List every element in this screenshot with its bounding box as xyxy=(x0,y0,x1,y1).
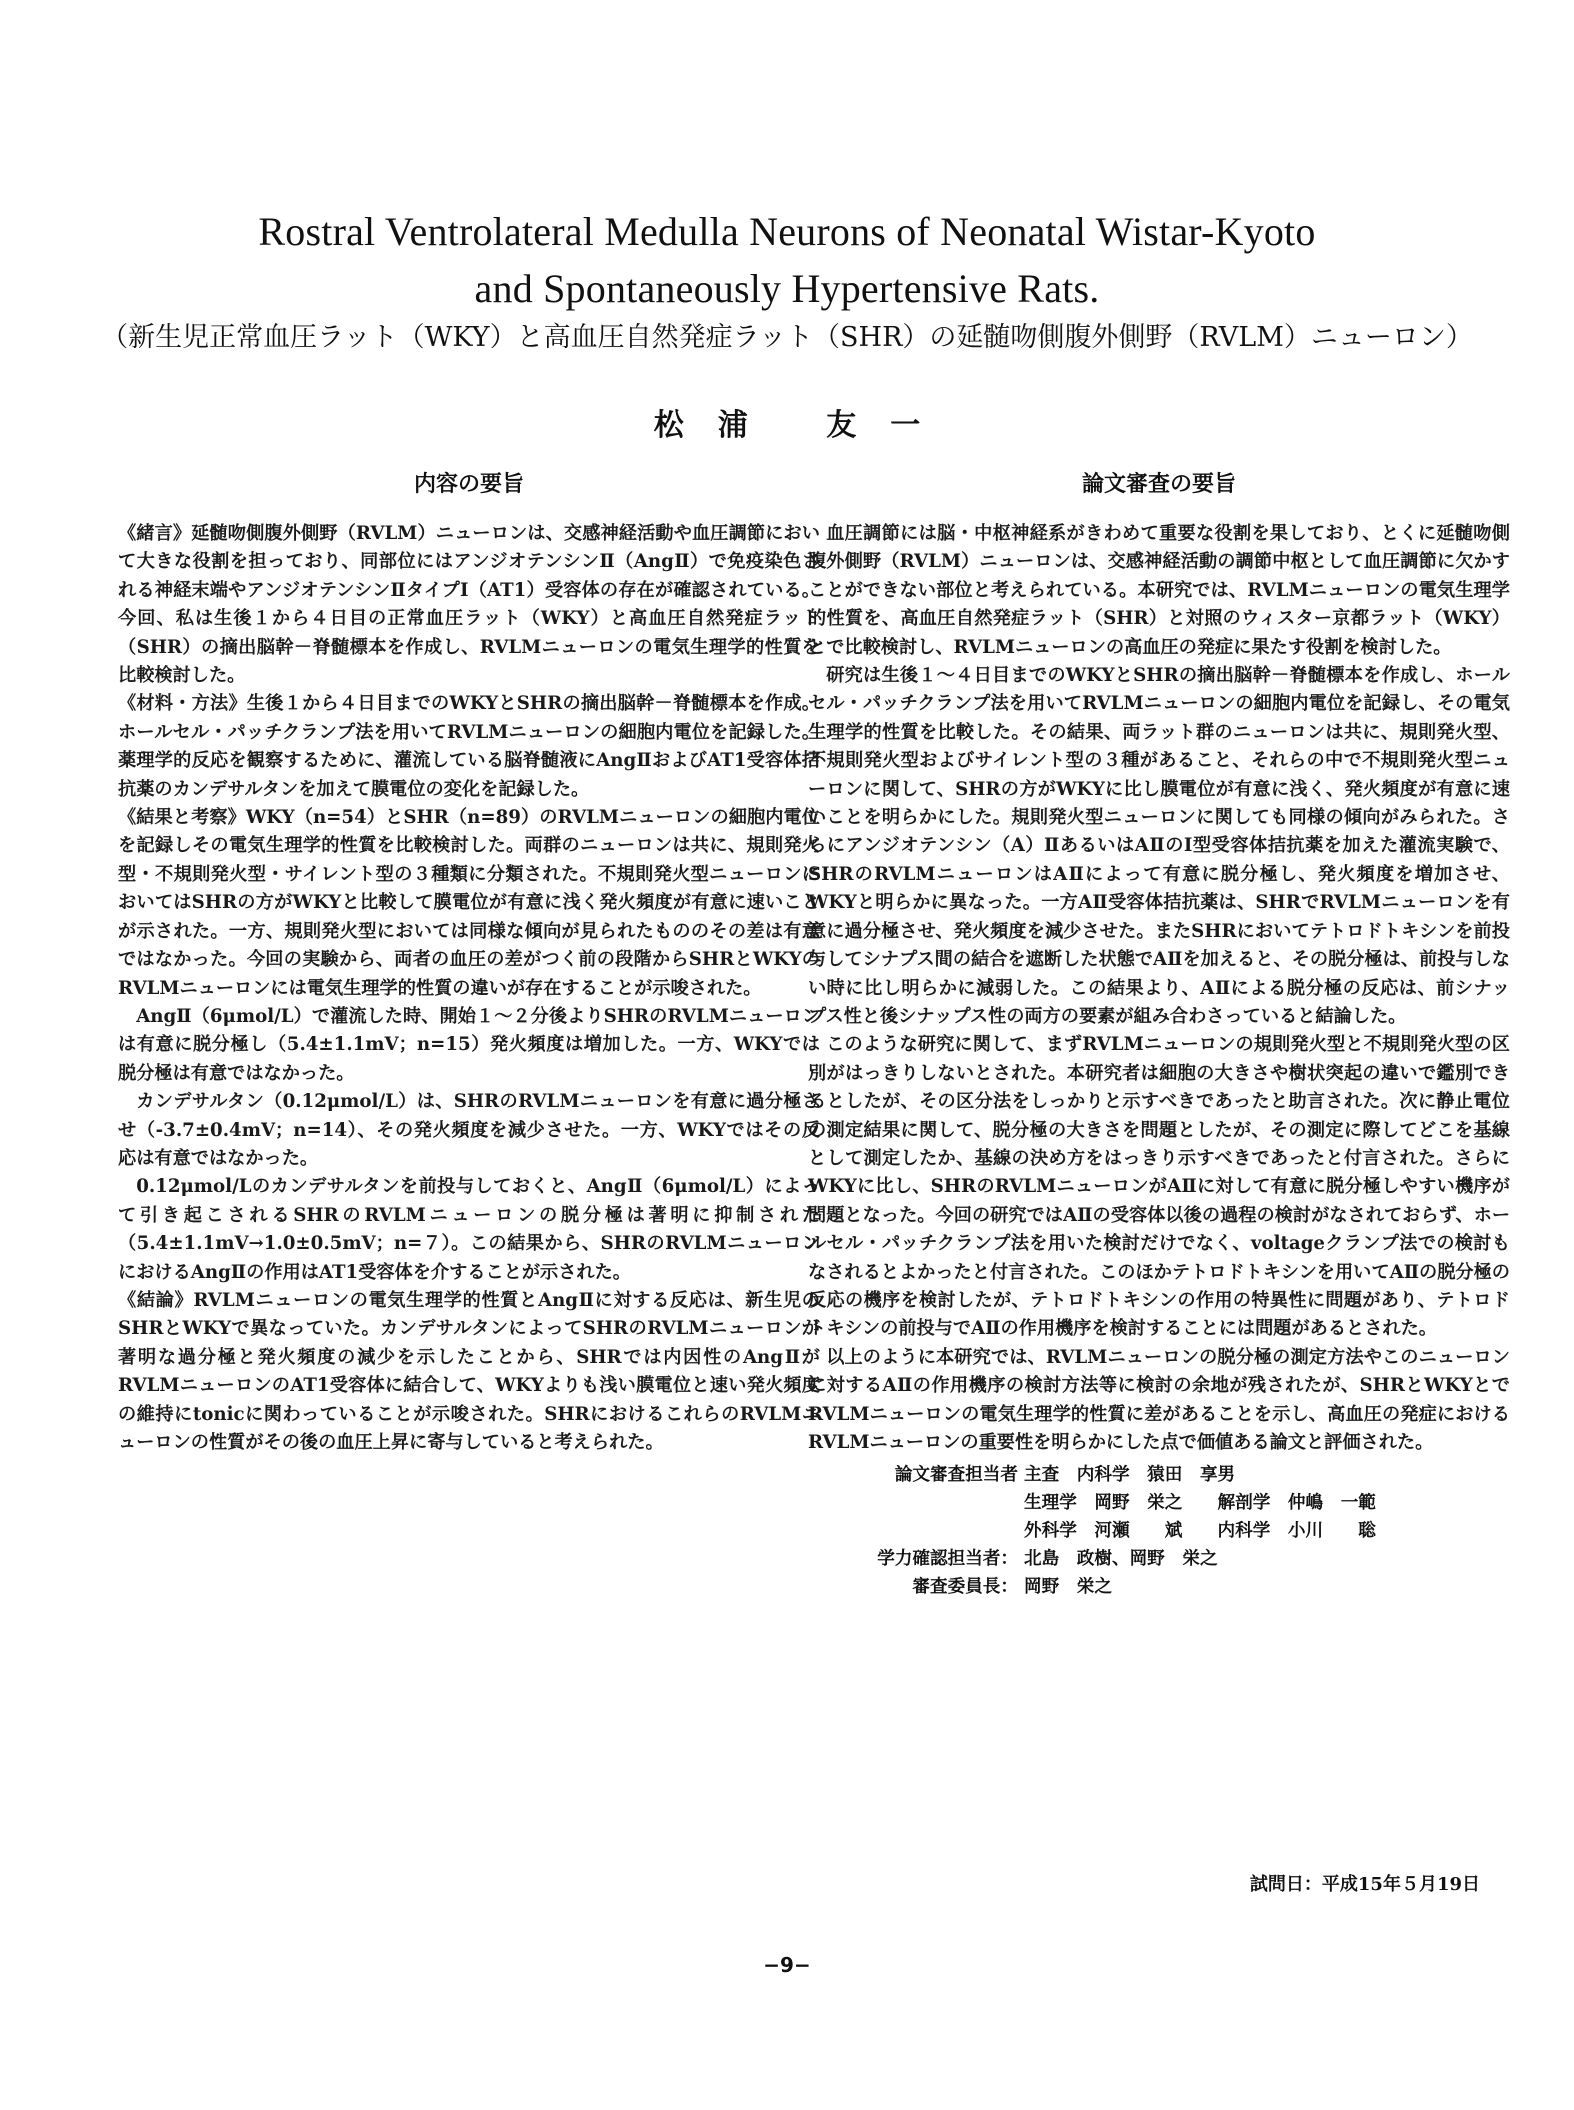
committee-role: 論文審査担当者 xyxy=(894,1464,1018,1486)
right-paragraph: 以上のように本研究では、RVLMニューロンの脱分極の測定方法やこのニューロンに対するAⅡの作用機序の検討方法等に検討の余地が残されたが、SHRとWKYとでRVLMニューロンの電気生理学的性質に差があることを示し、高血圧の発症におけるRVLMニューロンの重要性を明らかにした点で価値ある論文と評価された。 xyxy=(808,1346,1510,1453)
author-name: 松浦 友一 xyxy=(653,408,955,443)
right-paragraph: 研究は生後１～４日目までのWKYとSHRの摘出脳幹－脊髄標本を作成し、ホールセル・パッチクランプ法を用いてRVLMニューロンの細胞内電位を記録し、その電気生理学的性質を比較した。その結果、両ラット群のニューロンは共に、規則発火型、不規則発火型およびサイレント型の３種があること、それらの中で不規則発火型ニューロンに関して、SHRの方がWKYに比し膜電位が有意に浅く、発火頻度が有意に速いことを明らかにした。規則発火型ニューロンに関しても同様の傾向がみられた。さらにアンジオテンシン（A）ⅡあるいはAⅡのⅠ型受容体拮抗薬を加えた灌流実験で、SHRのRVLMニューロンはAⅡによって有意に脱分極し、発火頻度を増加させ、WKYと明らかに異なった。一方AⅡ受容体拮抗薬は、SHRでRVLMニューロンを有意に過分極させ、発火頻度を減少させた。またSHRにおいてテトロドトキシンを前投与してシナプス間の結合を遮断した状態でAⅡを加えると、その脱分極は、前投与しない時に比し明らかに減弱した。この結果より、AⅡによる脱分極の反応は、前シナップス性と後シナップス性の両方の要素が組み合わさっていると結論した。 xyxy=(808,665,1510,1027)
committee-row xyxy=(808,1489,1510,1517)
committee-role xyxy=(808,1489,1024,1517)
right-column-heading: 論文審査の要旨 xyxy=(1081,472,1236,497)
left-paragraph: AngⅡ（6μmol/L）で灌流した時、開始１～２分後よりSHRのRVLMニューロンは有意に脱分極し（5.4±1.1mV；n=15）発火頻度は増加した。一方、WKYでは脱分極は有意ではなかった。 xyxy=(118,1005,820,1084)
committee-row xyxy=(808,1545,1510,1573)
left-paragraph: 《結果と考察》WKY（n=54）とSHR（n=89）のRVLMニューロンの細胞内電位を記録しその電気生理学的性質を比較検討した。両群のニューロンは共に、規則発火型・不規則発火型・サイレント型の３種類に分類された。不規則発火型ニューロンにおいてはSHRの方がWKYと比較して膜電位が有意に浅く発火頻度が有意に速いことが示された。一方、規則発火型においては同様な傾向が見られたもののその差は有意ではなかった。今回の実験から、両者の血圧の差がつく前の段階からSHRとWKYのRVLMニューロンには電気生理学的性質の違いが存在することが示唆された。 xyxy=(118,807,820,999)
paper-title-japanese: （新生児正常血圧ラット（WKY）と高血圧自然発症ラット（SHR）の延髄吻側腹外側野（RVLM）ニューロン） xyxy=(101,322,1473,353)
left-column-heading: 内容の要旨 xyxy=(413,472,524,497)
committee-role xyxy=(808,1517,1024,1545)
left-column xyxy=(118,470,820,1457)
committee-row xyxy=(808,1573,1510,1601)
left-paragraph: 《緒言》延髄吻側腹外側野（RVLM）ニューロンは、交感神経活動や血圧調節において大きな役割を担っており、同部位にはアンジオテンシンⅡ（AngⅡ）で免疫染色される神経末端やアンジオテンシンⅡタイプⅠ（AT1）受容体の存在が確認されている。今回、私は生後１から４日目の正常血圧ラット（WKY）と高血圧自然発症ラット（SHR）の摘出脳幹－脊髄標本を作成し、RVLMニューロンの電気生理学的性質を比較検討した。 xyxy=(118,523,820,687)
committee-row xyxy=(808,1461,1510,1489)
committee-names: 岡野 栄之 xyxy=(1024,1576,1112,1598)
left-paragraph: 《結論》RVLMニューロンの電気生理学的性質とAngⅡに対する反応は、新生児のSHRとWKYで異なっていた。カンデサルタンによってSHRのRVLMニューロンが著明な過分極と発火頻度の減少を示したことから、SHRでは内因性のAngⅡがRVLMニューロンのAT1受容体に結合して、WKYよりも浅い膜電位と速い発火頻度の維持にtonicに関わっていることが示唆された。SHRにおけるこれらのRVLMニューロンの性質がその後の血圧上昇に寄与していると考えられた。 xyxy=(118,1289,820,1453)
committee-names: 生理学 岡野 栄之 解剖学 仲嶋 一範 xyxy=(1024,1492,1376,1514)
committee-list xyxy=(808,1461,1510,1601)
left-paragraph: カンデサルタン（0.12μmol/L）は、SHRのRVLMニューロンを有意に過分極させ（-3.7±0.4mV；n=14）、その発火頻度を減少させた。一方、WKYではその反応は有意ではなかった。 xyxy=(118,1091,820,1169)
right-paragraph: 血圧調節には脳・中枢神経系がきわめて重要な役割を果しており、とくに延髄吻側腹外側野（RVLM）ニューロンは、交感神経活動の調節中枢として血圧調節に欠かすことができない部位と考えられている。本研究では、RVLMニューロンの電気生理学的性質を、高血圧自然発症ラット（SHR）と対照のウィスター京都ラット（WKY）とで比較検討し、RVLMニューロンの高血圧の発症に果たす役割を検討した。 xyxy=(808,523,1510,658)
page-number: −9− xyxy=(763,1953,811,1977)
paper-title-line2: and Spontaneously Hypertensive Rats. xyxy=(474,266,1100,311)
committee-names: 外科学 河瀬 斌 内科学 小川 聡 xyxy=(1024,1520,1376,1542)
committee-row xyxy=(808,1517,1510,1545)
committee-role: 審査委員長： xyxy=(912,1576,1018,1598)
committee-role: 学力確認担当者： xyxy=(877,1548,1018,1570)
left-paragraph: 《材料・方法》生後１から４日目までのWKYとSHRの摘出脳幹－脊髄標本を作成。ホールセル・パッチクランプ法を用いてRVLMニューロンの細胞内電位を記録した。薬理学的反応を観察するために、灌流している脳脊髄液にAngⅡおよびAT1受容体拮抗薬のカンデサルタンを加えて膜電位の変化を記録した。 xyxy=(118,693,820,800)
paper-title-line1: Rostral Ventrolateral Medulla Neurons of Neonatal Wistar-Kyoto xyxy=(258,209,1316,254)
exam-date: 試問日：平成15年５月19日 xyxy=(1249,1874,1480,1895)
committee-names: 主査 内科学 猿田 享男 xyxy=(1024,1464,1236,1486)
left-paragraph: 0.12μmol/Lのカンデサルタンを前投与しておくと、AngⅡ（6μmol/L）によって引き起こされるSHRのRVLMニューロンの脱分極は著明に抑制された（5.4±1.1mV→1.0±0.5mV；n=７）。この結果から、SHRのRVLMニューロンにおけるAngⅡの作用はAT1受容体を介することが示された。 xyxy=(118,1176,820,1283)
committee-names: 北島 政樹、岡野 栄之 xyxy=(1024,1548,1218,1570)
right-column xyxy=(808,470,1510,1601)
right-paragraph: このような研究に関して、まずRVLMニューロンの規則発火型と不規則発火型の区別がはっきりしないとされた。本研究者は細胞の大きさや樹状突起の違いで鑑別できるとしたが、その区分法をしっかりと示すべきであったと助言された。次に静止電位の測定結果に関して、脱分極の大きさを問題としたが、その測定に際してどこを基線として測定したか、基線の決め方をはっきり示すべきであったと付言された。さらにWKYに比し、SHRのRVLMニューロンがAⅡに対して有意に脱分極しやすい機序が問題となった。今回の研究ではAⅡの受容体以後の過程の検討がなされておらず、ホールセル・パッチクランプ法を用いた検討だけでなく、voltageクランプ法での検討もなされるとよかったと付言された。このほかテトロドトキシンを用いてAⅡの脱分極の反応の機序を検討したが、テトロドトキシンの作用の特異性に問題があり、テトロドトキシンの前投与でAⅡの作用機序を検討することには問題があるとされた。 xyxy=(808,1034,1510,1340)
